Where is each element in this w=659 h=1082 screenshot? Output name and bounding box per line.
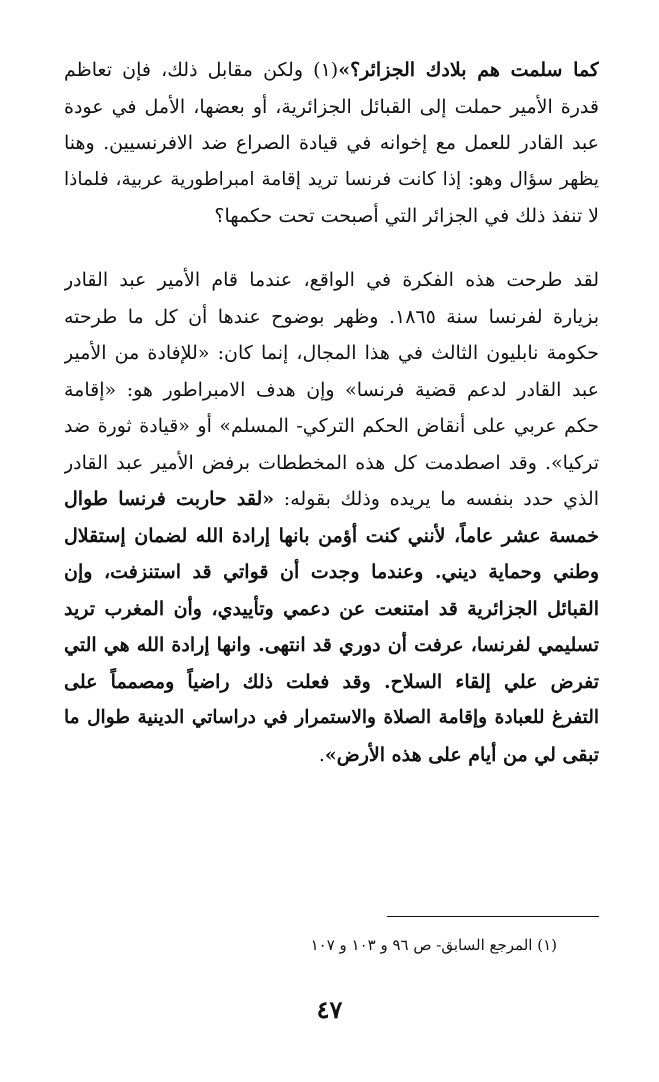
paragraph-2 (64, 262, 599, 773)
body-text: يظهر سؤال وهو: إذا كانت فرنسا تريد إقامة امبراطورية عربية، فلماذا (64, 168, 599, 190)
body-text: حكومة نابليون الثالث في هذا المجال، إنما كان: «للإفادة من الأمير (64, 342, 599, 364)
text-line (64, 700, 599, 737)
quote-text: تفرض علي إلقاء السلاح. وقد فعلت ذلك راضياً ومصمماً على (64, 670, 599, 693)
body-text: تركيا». وقد اصطدمت كل هذه المخططات برفض الأمير عبد القادر (64, 451, 599, 474)
quote-text: تبقى لي من أيام على هذه الأرض» (324, 743, 599, 766)
body-text: عبد القادر للعمل مع إخوانه في قيادة الصراع ضد الافرنسيين. وهنا (64, 132, 599, 154)
text-line (64, 89, 599, 126)
paragraph-1 (64, 52, 599, 235)
quote-text: «لقد حاربت فرنسا طوال (64, 488, 275, 510)
text-line (64, 737, 599, 774)
body-text: قدرة الأمير حملت إلى القبائل الجزائرية، أو بعضها، الأمل في عودة (64, 95, 599, 118)
body-text: حكم عربي على أنقاض الحكم التركي- المسلم» أو «قيادة ثورة ضد (64, 415, 599, 437)
text-line (64, 125, 599, 162)
text-line (64, 262, 599, 299)
text-line (64, 591, 599, 628)
footnote-divider (387, 916, 599, 917)
body-text: . (318, 743, 325, 766)
footnote: (١) المرجع السابق- ص ٩٦ و ١٠٣ و ١٠٧ (310, 936, 557, 954)
quote-text: تسليمي لفرنسا، عرفت أن دوري قد انتهى. وانها إرادة الله هي التي (64, 634, 599, 656)
quote-text: كما سلمت هم بلادك الجزائر؟» (338, 59, 599, 81)
body-text: عبد القادر لدعم قضية فرنسا» وإن هدف الامبراطور هو: «إقامة (64, 378, 599, 401)
text-line (64, 162, 599, 199)
text-line (64, 335, 599, 372)
text-line (64, 198, 599, 235)
text-line (64, 52, 599, 89)
page-number: ٤٧ (316, 995, 343, 1024)
text-line (64, 372, 599, 409)
body-text: بزيارة لفرنسا سنة ١٨٦٥. وظهر بوضوح عندها أن كل ما طرحته (64, 305, 599, 328)
quote-text: وطني وحماية ديني. وعندما وجدت أن قواتي قد استنزفت، وإن (64, 561, 599, 583)
quote-text: التفرغ للعبادة وإقامة الصلاة والاستمرار في دراساتي الدينية طوال ما (64, 707, 599, 728)
body-text: لقد طرحت هذه الفكرة في الواقع، عندما قام الأمير عبد القادر (64, 269, 599, 291)
text-line (64, 408, 599, 445)
text-line (64, 627, 599, 664)
text-line (64, 554, 599, 591)
text-line (64, 481, 599, 518)
text-line (64, 299, 599, 336)
quote-text: القبائل الجزائرية قد امتنعت عن دعمي وتأييدي، وأن المغرب تريد (64, 597, 599, 620)
text-line (64, 664, 599, 701)
body-text: لا تنفذ ذلك في الجزائر التي أصبحت تحت حكمها؟ (214, 205, 599, 227)
quote-text: خمسة عشر عاماً، لأنني كنت أؤمن بانها إرادة الله لضمان إستقلال (64, 524, 599, 547)
body-text: (١) ولكن مقابل ذلك، فإن تعاظم (64, 59, 339, 81)
text-line (64, 518, 599, 555)
body-text: الذي حدد بنفسه ما يريده وذلك بقوله: (274, 488, 599, 510)
text-line (64, 445, 599, 482)
